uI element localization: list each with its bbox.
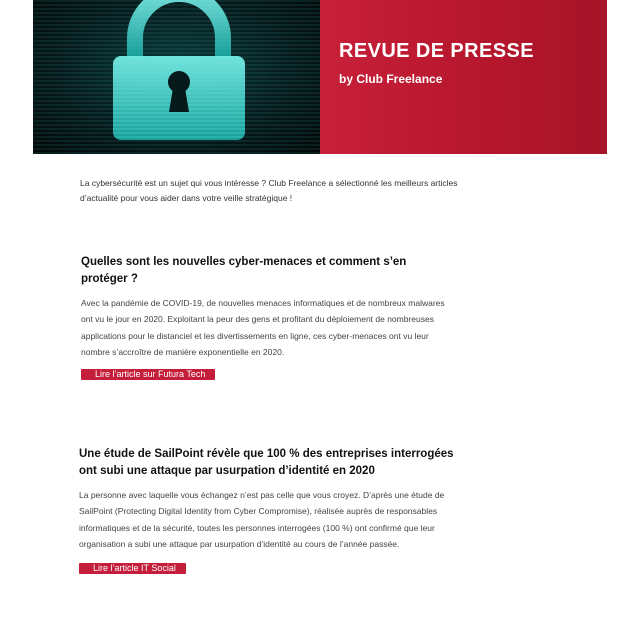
intro-section [80, 170, 460, 206]
title-banner [320, 0, 607, 154]
article-body: Avec la pandémie de COVID-19, de nouvelles menaces informatiques et de nombreux malwares ont vu le jour en 2020. Exploitant la peur des gens et profitant du déploiement de nombreuses applications pour le distanciel et les divertissements en ligne, ces cyber-menaces ont vu leur nombre s’accroître de manière exponentielle en 2020. [81, 298, 445, 357]
read-article-button[interactable]: Lire l’article IT Social [79, 563, 186, 574]
article-title: Quelles sont les nouvelles cyber-menaces et comment s’en protéger ? [81, 256, 407, 285]
hero-image [33, 0, 320, 154]
intro-text: La cybersécurité est un sujet qui vous intéresse ? Club Freelance a sélectionné les meilleurs articles d’actualité pour vous aider dans votre veille stratégique ! [80, 178, 458, 203]
article-card [81, 254, 456, 382]
article-body: La personne avec laquelle vous échangez n’est pas celle que vous croyez. D’après une étude de SailPoint (Protecting Digital Identity from Cyber Compromise), réalisée auprès de responsables informatiques et de la sécurité, toutes les personnes interrogées (100 %) ont confirmé que leur organisation a subi une attaque par usurpation d’identité au cours de l’année passée. [79, 490, 445, 549]
page-title: REVUE DE PRESSE [339, 40, 534, 62]
page-subtitle: by Club Freelance [339, 72, 443, 86]
article-card [79, 446, 454, 576]
read-article-button[interactable]: Lire l’article sur Futura Tech [81, 369, 215, 380]
article-title: Une étude de SailPoint révèle que 100 % des entreprises interrogées ont subi une attaque par usurpation d’identité en 2020 [79, 448, 454, 477]
newsletter-header [33, 0, 607, 154]
lock-icon [33, 0, 320, 154]
